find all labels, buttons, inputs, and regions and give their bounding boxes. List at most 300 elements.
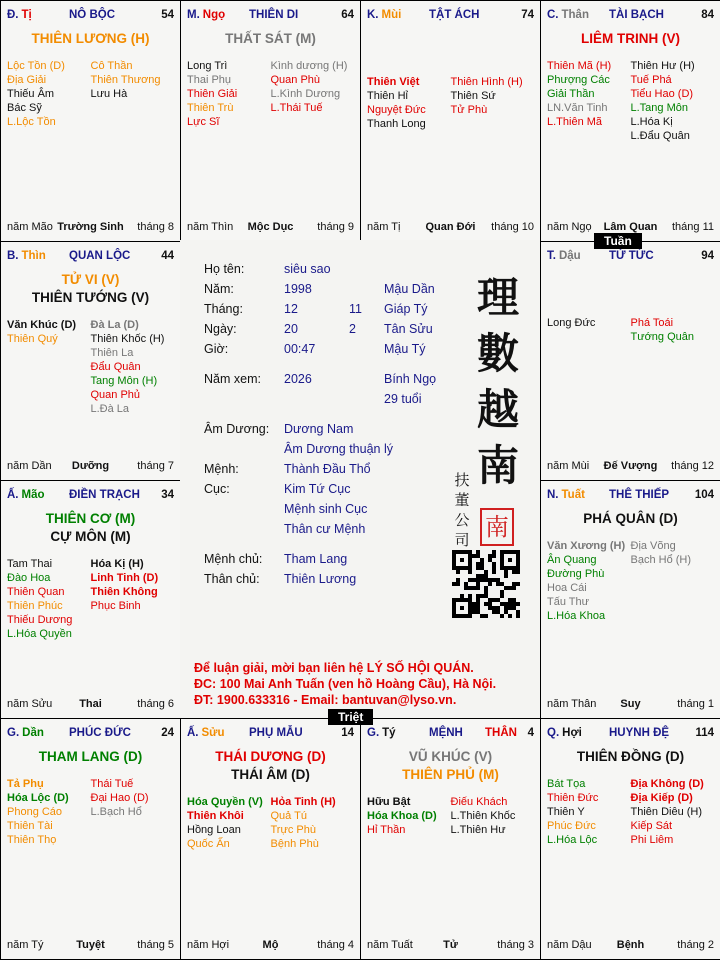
truong-sinh: Mộ bbox=[262, 939, 279, 951]
star-item: Phúc Đức bbox=[547, 820, 596, 832]
star-item: Tang Môn (H) bbox=[90, 375, 158, 387]
calligraphy-small: 扶 董 公 司 bbox=[454, 471, 470, 549]
palace-mui[interactable] bbox=[360, 0, 541, 242]
star-item: Lực Sĩ bbox=[187, 116, 220, 128]
palace-ngo[interactable] bbox=[180, 0, 361, 242]
palace-footer bbox=[7, 221, 174, 235]
palace-year: năm Thìn bbox=[187, 221, 234, 233]
palace-year: năm Dậu bbox=[547, 939, 592, 951]
star-item: Thiên Sứ bbox=[450, 90, 496, 102]
palace-month: tháng 12 bbox=[671, 460, 714, 472]
star-item: Thiên Trù bbox=[187, 102, 234, 114]
palace-footer bbox=[547, 460, 714, 474]
qr-code bbox=[452, 550, 520, 618]
palace-number: 114 bbox=[695, 727, 714, 739]
palace-can: N. bbox=[547, 489, 559, 501]
palace-chi: Thìn bbox=[21, 250, 46, 262]
star-item: Quan Phù bbox=[270, 74, 321, 86]
star-item: Văn Xương (H) bbox=[547, 540, 626, 552]
seal-stamp: 南 bbox=[480, 508, 514, 546]
star-item: Thiên Không bbox=[90, 586, 158, 598]
star-item: Bát Tọa bbox=[547, 778, 586, 790]
palace-year: năm Sửu bbox=[7, 698, 53, 710]
palace-number: 64 bbox=[341, 9, 354, 21]
truong-sinh: Dưỡng bbox=[71, 460, 110, 472]
star-item: Tiểu Hao (D) bbox=[630, 88, 694, 100]
palace-hoi[interactable] bbox=[540, 718, 720, 960]
hour-value: 00:47 bbox=[284, 342, 316, 356]
menh-chu-value: Tham Lang bbox=[284, 552, 348, 566]
palace-month: tháng 3 bbox=[497, 939, 534, 951]
palace-can: K. bbox=[367, 9, 379, 21]
star-item: Thiên Tài bbox=[7, 820, 53, 832]
palace-chi: Tuất bbox=[561, 489, 585, 501]
star-item: Thiên Quý bbox=[7, 333, 58, 345]
palace-number: 24 bbox=[161, 727, 174, 739]
star-item: Quan Phủ bbox=[90, 389, 141, 401]
star-item: Đường Phù bbox=[547, 568, 605, 580]
palace-header bbox=[187, 9, 354, 25]
star-item: L.Tang Môn bbox=[630, 102, 688, 114]
stars-left bbox=[7, 59, 91, 129]
star-item: Tuế Phá bbox=[630, 74, 672, 86]
star-item: Đà La (D) bbox=[90, 319, 139, 331]
palace-number: 34 bbox=[161, 489, 174, 501]
main-star: CỰ MÔN (M) bbox=[50, 529, 131, 544]
palace-number: 44 bbox=[161, 250, 174, 262]
star-item: Bệnh Phù bbox=[270, 838, 319, 850]
label-name: Họ tên: bbox=[204, 262, 245, 276]
palace-year: năm Tị bbox=[367, 221, 401, 233]
palace-year: năm Mão bbox=[7, 221, 53, 233]
star-item: Thiên Hư (H) bbox=[630, 60, 695, 72]
star-item: L.Hóa Khoa bbox=[547, 610, 606, 622]
star-item: Hỏa Tinh (H) bbox=[270, 796, 336, 808]
stars-right bbox=[91, 777, 175, 819]
stars-left bbox=[187, 59, 271, 129]
stars-right bbox=[451, 75, 535, 117]
palace-ti[interactable] bbox=[0, 0, 181, 242]
star-item: Thiếu Dương bbox=[7, 614, 73, 626]
star-item: Thiên Thọ bbox=[7, 834, 57, 846]
star-item: Tả Phụ bbox=[7, 778, 44, 790]
palace-footer bbox=[367, 221, 534, 235]
star-item: Kình dương (H) bbox=[270, 60, 348, 72]
main-star: VŨ KHÚC (V) bbox=[408, 749, 493, 764]
stars-left bbox=[7, 557, 91, 641]
palace-number: 94 bbox=[701, 250, 714, 262]
palace-footer bbox=[187, 221, 354, 235]
star-item: Hữu Bật bbox=[367, 796, 411, 808]
palace-name: NÔ BỘC bbox=[69, 9, 115, 21]
palace-name: PHỤ MẪU bbox=[249, 727, 303, 739]
palace-number: 54 bbox=[161, 9, 174, 21]
star-item: Hóa Khoa (D) bbox=[367, 810, 437, 822]
truong-sinh: Đế Vượng bbox=[603, 460, 658, 472]
main-star: THAM LANG (D) bbox=[38, 749, 143, 764]
star-item: Lưu Hà bbox=[90, 88, 128, 100]
month-value: 12 bbox=[284, 302, 298, 316]
palace-can: M. bbox=[187, 9, 200, 21]
stars-right bbox=[271, 59, 355, 115]
main-star: THÁI DƯƠNG (D) bbox=[215, 749, 326, 764]
palace-header bbox=[547, 727, 714, 743]
palace-chi: Sửu bbox=[201, 727, 225, 739]
star-item: Phục Binh bbox=[90, 600, 141, 612]
palace-name: HUYNH ĐỆ bbox=[609, 727, 670, 739]
palace-footer bbox=[547, 698, 714, 712]
stars-left bbox=[547, 316, 631, 330]
palace-can: T. bbox=[547, 250, 556, 262]
palace-can: Ấ. bbox=[7, 489, 19, 501]
star-item: L.Hóa Lộc bbox=[547, 834, 598, 846]
star-item: LN.Văn Tinh bbox=[547, 102, 608, 114]
palace-dan[interactable] bbox=[0, 718, 181, 960]
palace-month: tháng 1 bbox=[677, 698, 714, 710]
triet-marker: Triệt bbox=[328, 709, 373, 725]
main-star: PHÁ QUÂN (D) bbox=[583, 511, 678, 526]
palace-canchi bbox=[187, 9, 225, 21]
name-value: siêu sao bbox=[284, 262, 331, 276]
center-info-panel bbox=[180, 240, 540, 718]
stars-right bbox=[451, 795, 535, 837]
star-item: Thiên Giải bbox=[187, 88, 238, 100]
palace-month: tháng 2 bbox=[677, 939, 714, 951]
stars-left bbox=[187, 795, 271, 851]
main-star: THÁI ÂM (D) bbox=[231, 767, 310, 782]
star-item: Ân Quang bbox=[547, 554, 597, 566]
star-item: Thiên La bbox=[90, 347, 134, 359]
palace-year: năm Hợi bbox=[187, 939, 230, 951]
palace-name: QUAN LỘC bbox=[69, 250, 131, 262]
amduong-value: Dương Nam bbox=[284, 422, 354, 436]
main-star: THIÊN ĐỒNG (D) bbox=[576, 749, 685, 764]
amduong-note: Âm Dương thuận lý bbox=[284, 442, 393, 456]
truong-sinh: Bệnh bbox=[616, 939, 645, 951]
star-item: L.Đẩu Quân bbox=[630, 130, 690, 142]
main-star: TỬ VI (V) bbox=[61, 272, 120, 287]
palace-footer bbox=[187, 939, 354, 953]
palace-header bbox=[7, 489, 174, 505]
stars-right bbox=[271, 795, 355, 851]
cuc-value: Kim Tứ Cục bbox=[284, 482, 351, 496]
truong-sinh: Tuyệt bbox=[76, 939, 105, 951]
palace-chi: Thân bbox=[561, 9, 589, 21]
star-item: Thiên Hình (H) bbox=[450, 76, 523, 88]
palace-name: THIÊN DI bbox=[249, 9, 299, 21]
star-item: L.Bạch Hổ bbox=[90, 806, 142, 818]
star-item: Hỉ Thần bbox=[367, 824, 406, 836]
label-menh: Mệnh: bbox=[204, 462, 239, 476]
tuan-marker: Tuần bbox=[594, 233, 642, 249]
day-lunar: 2 bbox=[349, 322, 356, 336]
palace-name: PHÚC ĐỨC bbox=[69, 727, 131, 739]
star-item: Bác Sỹ bbox=[7, 102, 42, 114]
star-item: Tướng Quân bbox=[630, 331, 694, 343]
star-item: Hóa Kị (H) bbox=[90, 558, 144, 570]
stars-left bbox=[7, 318, 91, 346]
truong-sinh: Tử bbox=[443, 939, 458, 951]
palace-month: tháng 9 bbox=[317, 221, 354, 233]
star-item: Thiên Y bbox=[547, 806, 585, 818]
star-item: Đẩu Quân bbox=[90, 361, 141, 373]
palace-canchi bbox=[7, 9, 32, 21]
star-item: Thiên Khốc (H) bbox=[90, 333, 165, 345]
star-item: Quốc Ấn bbox=[187, 838, 230, 850]
truong-sinh: Trường Sinh bbox=[57, 221, 124, 233]
palace-name: TẬT ÁCH bbox=[429, 9, 480, 21]
truong-sinh: Lâm Quan bbox=[603, 221, 658, 233]
palace-canchi bbox=[367, 9, 401, 21]
palace-canchi bbox=[547, 250, 581, 262]
palace-name: TÀI BẠCH bbox=[609, 9, 664, 21]
palace-can: B. bbox=[7, 250, 19, 262]
stars-left bbox=[367, 795, 451, 837]
star-item: Địa Kiếp (D) bbox=[630, 792, 693, 804]
star-item: Long Đức bbox=[547, 317, 596, 329]
year-value: 1998 bbox=[284, 282, 312, 296]
main-star: THIÊN PHỦ (M) bbox=[402, 767, 499, 782]
palace-canchi bbox=[7, 250, 46, 262]
stars-right bbox=[91, 318, 175, 416]
star-item: Địa Võng bbox=[630, 540, 676, 552]
star-item: Phi Liêm bbox=[630, 834, 674, 846]
stars-left bbox=[547, 777, 631, 847]
palace-name: TỬ TỨC bbox=[609, 250, 654, 262]
star-item: L.Thái Tuế bbox=[270, 102, 323, 114]
label-hour: Giờ: bbox=[204, 342, 229, 356]
star-item: Linh Tinh (D) bbox=[90, 572, 159, 584]
star-item: Trực Phù bbox=[270, 824, 316, 836]
palace-name: MỆNH bbox=[429, 727, 463, 739]
star-item: Thiên Phúc bbox=[7, 600, 63, 612]
stars-right bbox=[91, 59, 175, 101]
star-item: Phượng Các bbox=[547, 74, 610, 86]
palace-chi: Hợi bbox=[562, 727, 582, 739]
palace-number: 14 bbox=[341, 727, 354, 739]
palace-ty[interactable] bbox=[360, 718, 541, 960]
than-marker: THÂN bbox=[485, 727, 517, 739]
palace-footer bbox=[7, 460, 174, 474]
star-item: Thiên Đức bbox=[547, 792, 599, 804]
day-value: 20 bbox=[284, 322, 298, 336]
star-item: Tử Phù bbox=[450, 104, 488, 116]
palace-month: tháng 4 bbox=[317, 939, 354, 951]
star-item: Lộc Tồn (D) bbox=[7, 60, 65, 72]
star-item: L.Đà La bbox=[90, 403, 130, 415]
palace-month: tháng 10 bbox=[491, 221, 534, 233]
star-item: Thiên Quan bbox=[7, 586, 65, 598]
palace-header bbox=[7, 250, 174, 266]
stars-right bbox=[631, 539, 715, 567]
cuc-note-2: Thân cư Mệnh bbox=[284, 522, 366, 536]
month-lunar: 11 bbox=[349, 302, 362, 316]
palace-canchi bbox=[547, 489, 585, 501]
star-item: Thiên Mã (H) bbox=[547, 60, 612, 72]
palace-canchi bbox=[547, 9, 589, 21]
palace-canchi bbox=[547, 727, 582, 739]
palace-header bbox=[547, 489, 714, 505]
stars-left bbox=[367, 75, 451, 131]
truong-sinh: Suy bbox=[620, 698, 641, 710]
palace-year: năm Dần bbox=[7, 460, 52, 472]
star-item: Bạch Hổ (H) bbox=[630, 554, 692, 566]
star-item: Thanh Long bbox=[367, 118, 426, 130]
stars-right bbox=[631, 777, 715, 847]
star-item: Kiếp Sát bbox=[630, 820, 673, 832]
year-canchi: Mậu Dần bbox=[384, 282, 435, 296]
palace-canchi bbox=[367, 727, 396, 739]
main-star: THẤT SÁT (M) bbox=[225, 31, 316, 46]
age-value: 29 tuổi bbox=[384, 392, 422, 406]
palace-name: ĐIỀN TRẠCH bbox=[69, 489, 140, 501]
star-item: Hóa Quyền (V) bbox=[187, 796, 263, 808]
palace-than[interactable] bbox=[540, 0, 720, 242]
palace-can: Đ. bbox=[7, 9, 19, 21]
palace-number: 84 bbox=[701, 9, 714, 21]
palace-canchi bbox=[7, 489, 45, 501]
star-item: Thiên Khôi bbox=[187, 810, 244, 822]
star-item: Đào Hoa bbox=[7, 572, 51, 584]
star-item: Thiên Hỉ bbox=[367, 90, 408, 102]
hour-canchi: Mậu Tý bbox=[384, 342, 426, 356]
label-than-chu: Thân chủ: bbox=[204, 572, 260, 586]
palace-chi: Dậu bbox=[558, 250, 581, 262]
palace-chi: Tý bbox=[382, 727, 396, 739]
palace-header bbox=[7, 727, 174, 743]
star-item: Hóa Lộc (D) bbox=[7, 792, 69, 804]
contact-address: ĐC: 100 Mai Anh Tuấn (ven hồ Hoàng Cầu), Hà Nội. bbox=[194, 677, 497, 691]
star-item: Hoa Cái bbox=[547, 582, 587, 594]
palace-thin[interactable] bbox=[0, 241, 181, 481]
palace-chi: Mão bbox=[21, 489, 45, 501]
contact-line-1: Để luận giải, mời bạn liên hệ LÝ SỐ HỘI QUÁN. bbox=[194, 661, 474, 675]
star-item: Cô Thần bbox=[90, 60, 133, 72]
star-item: Đại Hao (D) bbox=[90, 792, 149, 804]
palace-month: tháng 6 bbox=[137, 698, 174, 710]
contact-phone-email: ĐT: 1900.633316 - Email: bantuvan@lyso.vn. bbox=[194, 693, 457, 707]
view-year-value: 2026 bbox=[284, 372, 312, 386]
than-chu-value: Thiên Lương bbox=[284, 572, 357, 586]
palace-year: năm Ngọ bbox=[547, 221, 592, 233]
label-menh-chu: Mệnh chủ: bbox=[204, 552, 263, 566]
palace-header bbox=[547, 9, 714, 25]
stars-right bbox=[91, 557, 175, 613]
contact-info bbox=[194, 660, 496, 708]
palace-number: 104 bbox=[694, 489, 714, 501]
palace-footer bbox=[367, 939, 534, 953]
star-item: Quả Tú bbox=[270, 810, 307, 822]
palace-year: năm Mùi bbox=[547, 460, 590, 472]
palace-footer bbox=[7, 698, 174, 712]
stars-right bbox=[631, 316, 715, 344]
palace-header bbox=[367, 727, 534, 743]
palace-suu[interactable] bbox=[180, 718, 361, 960]
palace-chi: Dần bbox=[22, 727, 44, 739]
calligraphy-text: 理 數 越 南 bbox=[476, 273, 519, 490]
day-canchi: Tân Sửu bbox=[384, 322, 433, 336]
label-view-year: Năm xem: bbox=[204, 372, 261, 386]
palace-footer bbox=[547, 939, 714, 953]
star-item: Phong Cáo bbox=[7, 806, 63, 818]
palace-header bbox=[7, 9, 174, 25]
palace-chi: Ngọ bbox=[202, 9, 226, 21]
palace-can: Q. bbox=[547, 727, 560, 739]
palace-can: Ấ. bbox=[187, 727, 199, 739]
star-item: L.Hóa Quyền bbox=[7, 628, 72, 640]
palace-mao[interactable] bbox=[0, 480, 181, 719]
star-item: Thái Tuế bbox=[90, 778, 134, 790]
star-item: Tam Thai bbox=[7, 558, 53, 570]
palace-can: C. bbox=[547, 9, 559, 21]
palace-month: tháng 11 bbox=[671, 221, 714, 233]
palace-header bbox=[187, 727, 354, 743]
main-star: LIÊM TRINH (V) bbox=[581, 31, 680, 46]
star-item: L.Thiên Hư bbox=[450, 824, 506, 836]
star-item: Thiên Diêu (H) bbox=[630, 806, 703, 818]
star-item: L.Lộc Tồn bbox=[7, 116, 56, 128]
star-item: Hồng Loan bbox=[187, 824, 241, 836]
star-item: Nguyệt Đức bbox=[367, 104, 426, 116]
palace-dau[interactable] bbox=[540, 241, 720, 481]
palace-month: tháng 8 bbox=[137, 221, 174, 233]
palace-footer bbox=[7, 939, 174, 953]
label-month: Tháng: bbox=[204, 302, 243, 316]
stars-left bbox=[547, 539, 631, 623]
view-year-canchi: Bính Ngọ bbox=[384, 372, 437, 386]
star-item: L.Thiên Khốc bbox=[450, 810, 516, 822]
stars-right bbox=[631, 59, 715, 143]
palace-canchi bbox=[187, 727, 225, 739]
palace-name: THÊ THIẾP bbox=[609, 489, 670, 501]
star-item: Phá Toái bbox=[630, 317, 674, 329]
truong-sinh: Thai bbox=[79, 698, 102, 710]
label-year: Năm: bbox=[204, 282, 234, 296]
star-item: Địa Giải bbox=[7, 74, 47, 86]
palace-can: G. bbox=[7, 727, 20, 739]
main-star: THIÊN CƠ (M) bbox=[45, 511, 136, 526]
label-amduong: Âm Dương: bbox=[204, 422, 270, 436]
palace-tuat[interactable] bbox=[540, 480, 720, 719]
star-item: Thiếu Âm bbox=[7, 88, 55, 100]
label-cuc: Cục: bbox=[204, 482, 230, 496]
palace-number: 74 bbox=[521, 9, 534, 21]
palace-month: tháng 5 bbox=[137, 939, 174, 951]
star-item: Địa Không (D) bbox=[630, 778, 704, 790]
palace-year: năm Tý bbox=[7, 939, 44, 951]
star-item: L.Hóa Kị bbox=[630, 116, 673, 128]
label-day: Ngày: bbox=[204, 322, 237, 336]
star-item: Tấu Thư bbox=[547, 596, 590, 608]
star-item: Điếu Khách bbox=[450, 796, 508, 808]
star-item: Văn Khúc (D) bbox=[7, 319, 77, 331]
star-item: Long Trì bbox=[187, 60, 228, 72]
main-star: THIÊN TƯỚNG (V) bbox=[31, 290, 150, 305]
star-item: L.Kình Dương bbox=[270, 88, 341, 100]
palace-year: năm Tuất bbox=[367, 939, 413, 951]
palace-month: tháng 7 bbox=[137, 460, 174, 472]
truong-sinh: Quan Đới bbox=[425, 221, 476, 233]
cuc-note-1: Mệnh sinh Cục bbox=[284, 502, 368, 516]
star-item: Giải Thần bbox=[547, 88, 595, 100]
star-item: Thai Phụ bbox=[187, 74, 232, 86]
menh-value: Thành Đầu Thổ bbox=[284, 462, 371, 476]
main-star: THIÊN LƯƠNG (H) bbox=[31, 31, 150, 46]
palace-chi: Tị bbox=[21, 9, 32, 21]
palace-chi: Mùi bbox=[381, 9, 402, 21]
star-item: L.Thiên Mã bbox=[547, 116, 603, 128]
truong-sinh: Mộc Dục bbox=[247, 221, 294, 233]
